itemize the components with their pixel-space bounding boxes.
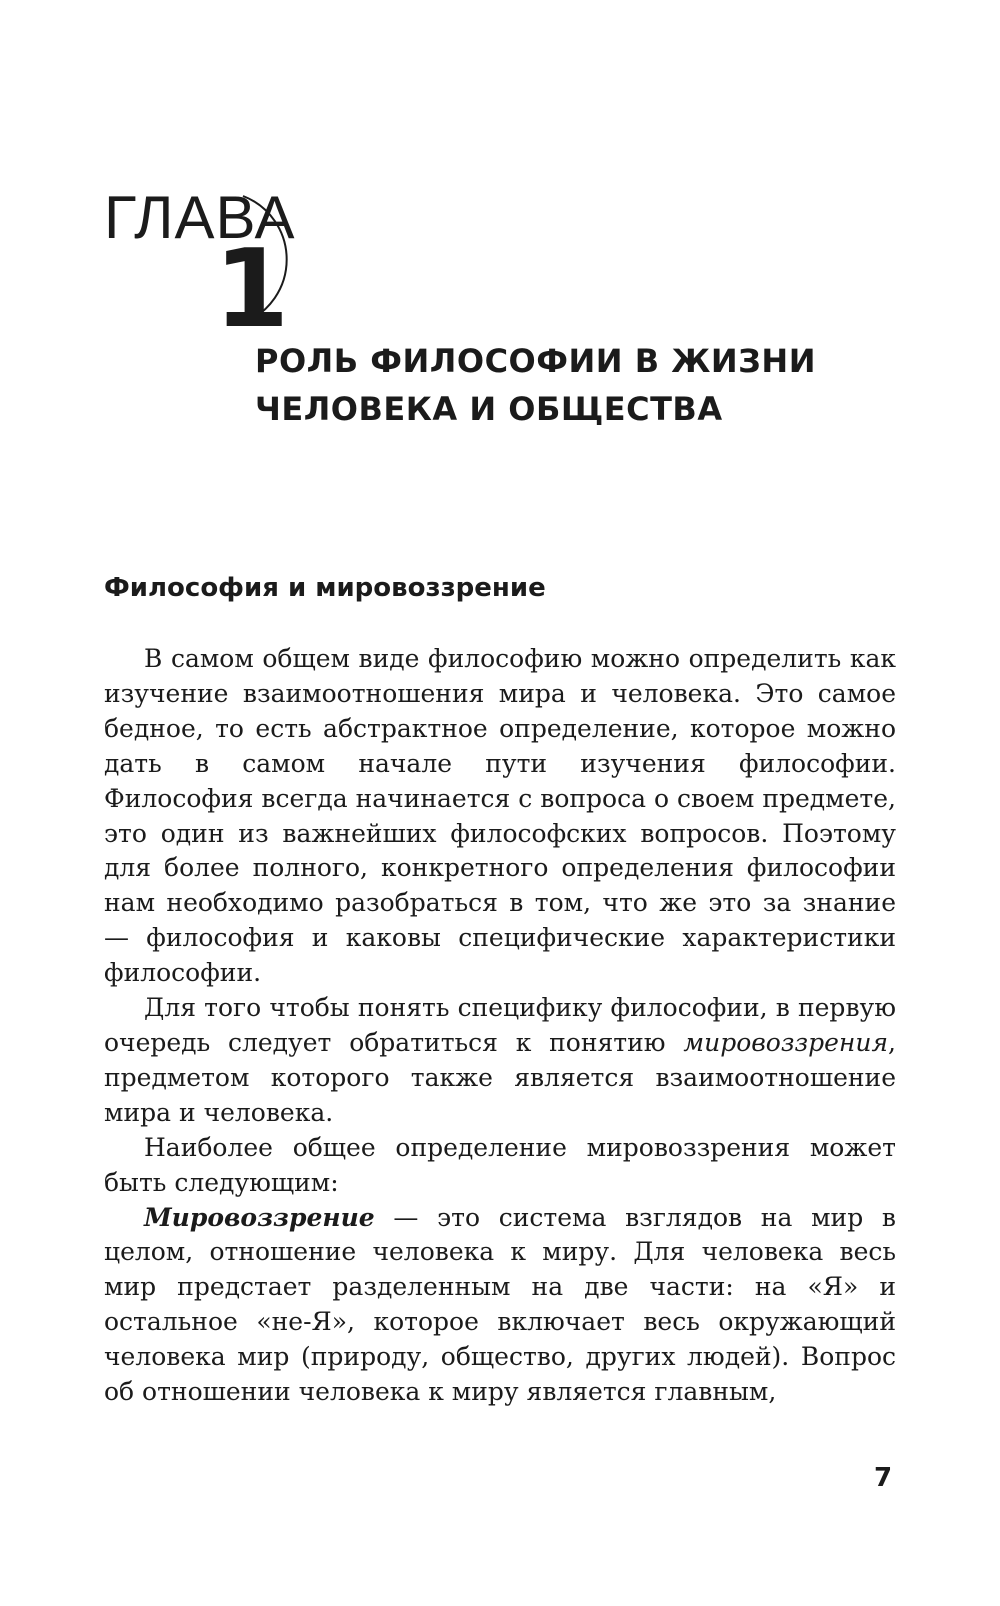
paragraph-4-text: — это система взглядов на мир в целом, отношение человека к миру. Для человека весь мир предстает разделенным на две части: на «Я» и остальное «не-Я», которое включает весь окружающий человека мир (природу, общество, других людей). Вопрос об отношении человека к миру является главным, <box>104 1202 896 1407</box>
term-worldview-definition: Мировоззрение <box>144 1202 375 1232</box>
chapter-title-line-2: ЧЕЛОВЕКА И ОБЩЕСТВА <box>255 390 723 428</box>
paragraph-4 <box>104 1201 896 1410</box>
paragraph-2 <box>104 991 896 1131</box>
chapter-title <box>255 337 816 433</box>
paragraph-2-end: , предметом которого также является взаимоотношение мира и человека. <box>104 1027 896 1127</box>
chapter-number: 1 <box>214 227 290 352</box>
paragraph-1: В самом общем виде философию можно определить как изучение взаимоотношения мира и человека. Это самое бедное, то есть абстрактное определение, которое можно дать в самом начале пути изучения философии. Философия всегда начинается с вопроса о своем предмете, это один из важнейших философских вопросов. Поэтому для более полного, конкретного определения философии нам необходимо разобраться в том, что же это за знание — философия и каковы специфические характеристики философии. <box>104 644 896 988</box>
paragraph-3: Наиболее общее определение мировоззрения может быть следующим: <box>104 1132 896 1197</box>
chapter-title-line-1: РОЛЬ ФИЛОСОФИИ В ЖИЗНИ <box>255 342 816 380</box>
chapter-label: ГЛАВА <box>104 184 296 251</box>
page-number: 7 <box>874 1463 893 1493</box>
body-text <box>104 642 896 1410</box>
term-worldview-italic: мировоззрения <box>683 1027 889 1057</box>
section-heading: Философия и мировоззрение <box>104 573 546 603</box>
paragraph-2-start: Для того чтобы понять специфику философии, в первую очередь следует обратиться к понятию <box>104 993 896 1057</box>
